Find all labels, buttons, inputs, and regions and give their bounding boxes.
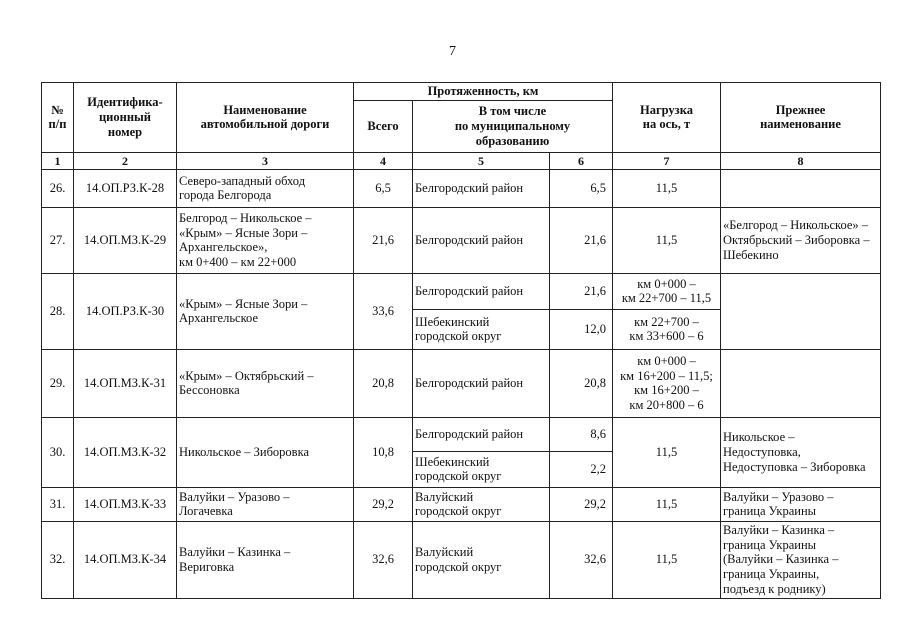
axle-load: км 22+700 – км 33+600 – 6 xyxy=(613,309,721,349)
column-number: 2 xyxy=(74,152,177,169)
header-num: № п/п xyxy=(42,83,74,153)
previous-name: Никольское – Недоступовка, Недоступовка – Зиборовка xyxy=(721,417,881,487)
header-name: Наименование автомобильной дороги xyxy=(177,83,354,153)
road-name: Валуйки – Уразово – Логачевка xyxy=(177,487,354,521)
road-id: 14.ОП.МЗ.К-33 xyxy=(74,487,177,521)
total-length: 33,6 xyxy=(354,273,413,349)
previous-name: Валуйки – Казинка – граница Украины (Валуйки – Казинка – граница Украины, подъезд к роднику) xyxy=(721,521,881,598)
row-number: 26. xyxy=(42,169,74,207)
previous-name: Валуйки – Уразово – граница Украины xyxy=(721,487,881,521)
table-row xyxy=(42,417,881,451)
page-number: 7 xyxy=(449,44,456,59)
municipality-length: 20,8 xyxy=(550,349,613,417)
road-name: «Крым» – Октябрьский – Бессоновка xyxy=(177,349,354,417)
axle-load: 11,5 xyxy=(613,207,721,273)
road-id: 14.ОП.МЗ.К-32 xyxy=(74,417,177,487)
previous-name xyxy=(721,273,881,349)
previous-name: «Белгород – Никольское» – Октябрьский – Зиборовка – Шебекино xyxy=(721,207,881,273)
municipality-length: 29,2 xyxy=(550,487,613,521)
column-number: 5 xyxy=(413,152,550,169)
municipality-length: 32,6 xyxy=(550,521,613,598)
column-number: 3 xyxy=(177,152,354,169)
total-length: 6,5 xyxy=(354,169,413,207)
table-row xyxy=(42,207,881,273)
road-name: «Крым» – Ясные Зори – Архангельское xyxy=(177,273,354,349)
total-length: 10,8 xyxy=(354,417,413,487)
row-number: 29. xyxy=(42,349,74,417)
row-number: 32. xyxy=(42,521,74,598)
table-row xyxy=(42,487,881,521)
column-numbers-row xyxy=(42,152,881,169)
row-number: 31. xyxy=(42,487,74,521)
total-length: 29,2 xyxy=(354,487,413,521)
table-row xyxy=(42,349,881,417)
municipality: Шебекинский городской округ xyxy=(413,309,550,349)
axle-load: 11,5 xyxy=(613,169,721,207)
municipality: Шебекинский городской округ xyxy=(413,451,550,487)
total-length: 32,6 xyxy=(354,521,413,598)
municipality-length: 21,6 xyxy=(550,207,613,273)
table-row xyxy=(42,169,881,207)
road-name: Никольское – Зиборовка xyxy=(177,417,354,487)
header-total: Всего xyxy=(354,100,413,152)
road-id: 14.ОП.МЗ.К-29 xyxy=(74,207,177,273)
municipality: Белгородский район xyxy=(413,273,550,309)
table-row xyxy=(42,521,881,598)
header-load: Нагрузка на ось, т xyxy=(613,83,721,153)
roads-table xyxy=(41,82,881,599)
axle-load: км 0+000 – км 22+700 – 11,5 xyxy=(613,273,721,309)
municipality: Валуйский городской округ xyxy=(413,487,550,521)
column-number: 4 xyxy=(354,152,413,169)
road-name: Белгород – Никольское – «Крым» – Ясные Зори – Архангельское», км 0+400 – км 22+000 xyxy=(177,207,354,273)
previous-name xyxy=(721,349,881,417)
column-number: 8 xyxy=(721,152,881,169)
axle-load: 11,5 xyxy=(613,521,721,598)
row-number: 28. xyxy=(42,273,74,349)
municipality: Белгородский район xyxy=(413,349,550,417)
municipality-length: 2,2 xyxy=(550,451,613,487)
municipality-length: 21,6 xyxy=(550,273,613,309)
municipality-length: 12,0 xyxy=(550,309,613,349)
total-length: 20,8 xyxy=(354,349,413,417)
municipality: Белгородский район xyxy=(413,417,550,451)
header-incl: В том числе по муниципальному образованию xyxy=(413,100,613,152)
column-number: 1 xyxy=(42,152,74,169)
column-number: 7 xyxy=(613,152,721,169)
header-id: Идентифика- ционный номер xyxy=(74,83,177,153)
column-number: 6 xyxy=(550,152,613,169)
table-row xyxy=(42,273,881,309)
road-name: Северо-западный обход города Белгорода xyxy=(177,169,354,207)
municipality: Белгородский район xyxy=(413,169,550,207)
header-prev: Прежнее наименование xyxy=(721,83,881,153)
municipality: Валуйский городской округ xyxy=(413,521,550,598)
axle-load: км 0+000 – км 16+200 – 11,5; км 16+200 – км 20+800 – 6 xyxy=(613,349,721,417)
road-id: 14.ОП.МЗ.К-31 xyxy=(74,349,177,417)
road-id: 14.ОП.МЗ.К-34 xyxy=(74,521,177,598)
previous-name xyxy=(721,169,881,207)
header-length: Протяженность, км xyxy=(354,83,613,101)
municipality: Белгородский район xyxy=(413,207,550,273)
row-number: 30. xyxy=(42,417,74,487)
municipality-length: 8,6 xyxy=(550,417,613,451)
road-name: Валуйки – Казинка – Вериговка xyxy=(177,521,354,598)
row-number: 27. xyxy=(42,207,74,273)
road-id: 14.ОП.РЗ.К-30 xyxy=(74,273,177,349)
axle-load: 11,5 xyxy=(613,417,721,487)
road-id: 14.ОП.РЗ.К-28 xyxy=(74,169,177,207)
municipality-length: 6,5 xyxy=(550,169,613,207)
axle-load: 11,5 xyxy=(613,487,721,521)
total-length: 21,6 xyxy=(354,207,413,273)
